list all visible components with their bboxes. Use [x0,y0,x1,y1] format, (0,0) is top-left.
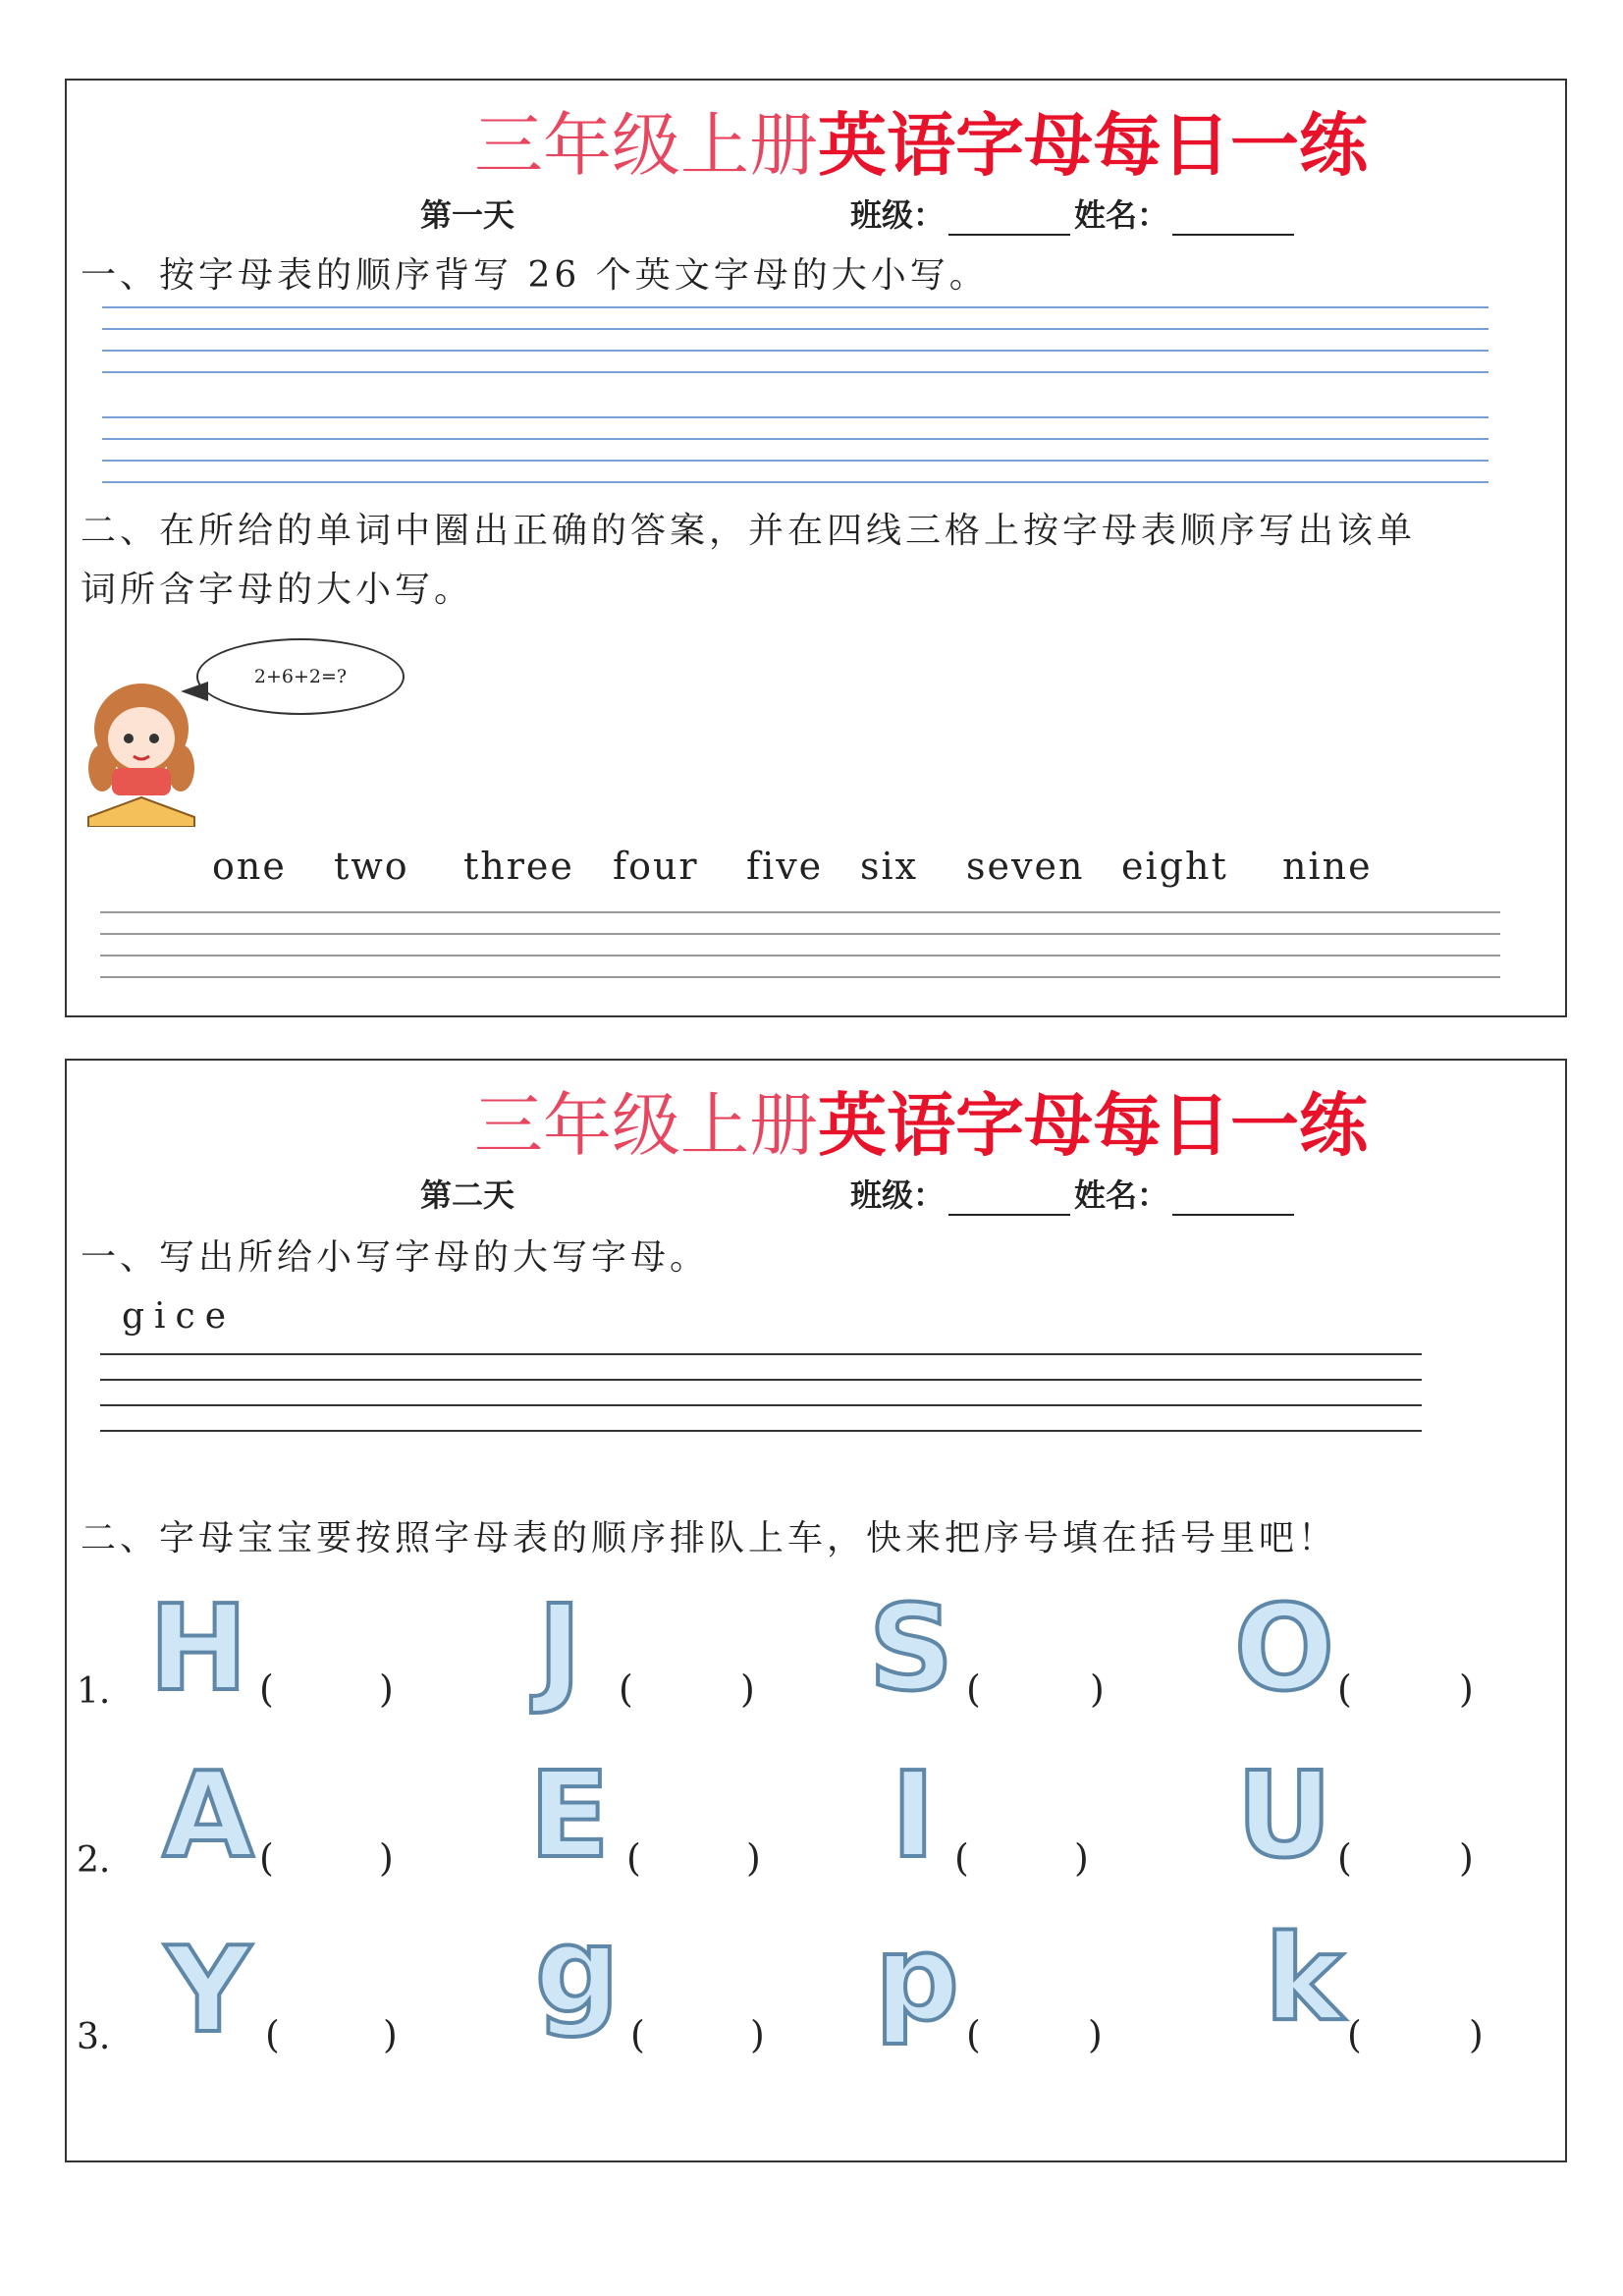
question-two: 二、字母宝宝要按照字母表的顺序排队上车，快来把序号填在括号里吧！ [81,1518,1338,1558]
answer-paren-close[interactable]: ) [383,2013,398,2056]
word-nine[interactable]: nine [1282,845,1373,888]
answer-paren-close[interactable]: ) [750,2013,765,2056]
letter-g-icon: g [535,1903,620,2040]
answer-paren-close[interactable]: ) [746,1836,761,1880]
letter-a-icon: A [162,1748,254,1885]
word-seven[interactable]: seven [966,845,1085,888]
answer-paren-open[interactable]: ( [1337,1667,1352,1711]
name-blank[interactable] [1172,200,1294,236]
class-name-row [850,191,1298,234]
worksheet-title [430,1070,1412,1166]
row-number-3: 3. [77,2017,111,2057]
title-grade: 三年级上册 [474,1085,818,1166]
question-one: 一、写出所给小写字母的大写字母。 [81,1237,710,1278]
word-one[interactable]: one [212,845,287,888]
question-two-line2: 词所含字母的大小写。 [81,570,474,610]
answer-paren-open[interactable]: ( [619,1667,633,1711]
class-label: 班级： [850,196,946,234]
letter-y-icon: Y [165,1923,251,2059]
title-main: 英语字母每日一练 [818,104,1368,186]
answer-paren-open[interactable]: ( [626,1836,641,1880]
title-main: 英语字母每日一练 [818,1084,1368,1166]
class-name-row [850,1171,1298,1214]
letter-s-icon: S [868,1581,954,1718]
letter-j-icon: J [537,1581,582,1718]
worksheet-day-one [65,79,1567,1017]
answer-paren-close[interactable]: ) [379,1836,394,1880]
speech-bubble: 2+6+2=? [196,638,405,715]
answer-paren-close[interactable]: ) [1090,1667,1105,1711]
letter-p-icon: p [875,1911,959,2048]
answer-paren-open[interactable]: ( [265,2013,280,2056]
answer-paren-open[interactable]: ( [966,2013,981,2056]
answer-paren-close[interactable]: ) [1469,2013,1484,2056]
letter-e-icon: E [529,1748,610,1885]
answer-paren-open[interactable]: ( [259,1667,274,1711]
word-six[interactable]: six [860,845,919,888]
letter-h-icon: H [148,1581,248,1718]
answer-paren-close[interactable]: ) [1459,1667,1474,1711]
class-blank[interactable] [948,200,1070,236]
answer-paren-close[interactable]: ) [1074,1836,1089,1880]
word-four[interactable]: four [613,845,699,888]
answer-paren-close[interactable]: ) [379,1667,394,1711]
day-label: 第一天 [420,196,515,234]
day-label: 第二天 [420,1176,515,1214]
answer-paren-open[interactable]: ( [1347,2013,1362,2056]
letter-i-icon: I [891,1748,936,1885]
word-five[interactable]: five [746,845,824,888]
worksheet-title [430,90,1412,186]
name-blank[interactable] [1172,1180,1294,1216]
answer-paren-open[interactable]: ( [954,1836,969,1880]
name-label: 姓名： [1074,1176,1169,1214]
title-grade: 三年级上册 [474,105,818,186]
answer-paren-close[interactable]: ) [1459,1836,1474,1880]
answer-paren-open[interactable]: ( [630,2013,645,2056]
row-number-1: 1. [77,1671,111,1712]
letter-k-icon: k [1265,1911,1343,2048]
word-eight[interactable]: eight [1121,845,1228,888]
name-label: 姓名： [1074,196,1169,234]
worksheet-day-two [65,1059,1567,2162]
answer-paren-open[interactable]: ( [259,1836,274,1880]
word-three[interactable]: three [463,845,574,888]
class-label: 班级： [850,1176,946,1214]
question-two-line1: 二、在所给的单词中圈出正确的答案，并在四线三格上按字母表顺序写出该单 [81,511,1417,551]
answer-paren-open[interactable]: ( [1337,1836,1352,1880]
word-two[interactable]: two [334,845,409,888]
answer-paren-close[interactable]: ) [740,1667,755,1711]
letter-u-icon: U [1236,1748,1332,1885]
row-number-2: 2. [77,1840,111,1881]
answer-paren-close[interactable]: ) [1088,2013,1103,2056]
class-blank[interactable] [948,1180,1070,1216]
answer-paren-open[interactable]: ( [966,1667,981,1711]
given-lowercase-letters: gice [122,1296,237,1337]
letter-o-icon: O [1233,1581,1334,1718]
question-one: 一、按字母表的顺序背写 26 个英文字母的大小写。 [81,255,989,296]
